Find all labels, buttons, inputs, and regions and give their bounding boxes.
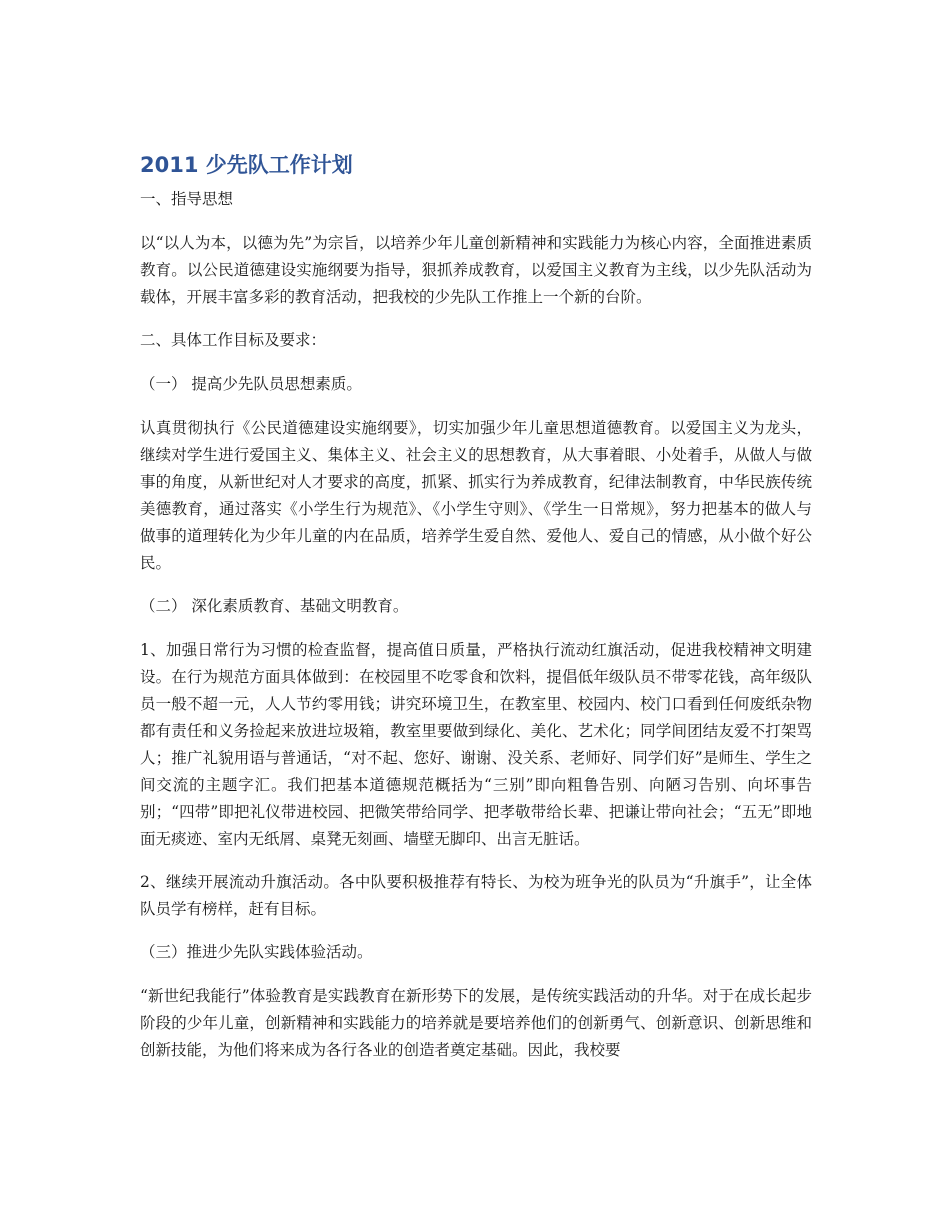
document-title: 2011 少先队工作计划 [140, 153, 353, 177]
document-page [140, 150, 812, 1080]
sub-heading-2: （二） 深化素质教育、基础文明教育。 [140, 597, 409, 615]
paragraph-flag-raising: 2、继续开展流动升旗活动。各中队要积极推荐有特长、为校为班争光的队员为“升旗手”，让全体队员学有榜样，赶有目标。 [140, 873, 812, 918]
sub-heading-1: （一） 提高少先队员思想素质。 [140, 375, 362, 393]
paragraph-daily-habits: 1、加强日常行为习惯的检查监督，提高值日质量，严格执行流动红旗活动，促进我校精神文明建设。在行为规范方面具体做到：在校园里不吃零食和饮料，提倡低年级队员不带零花钱，高年级队员一般不超一元，人人节约零用钱；讲究环境卫生，在教室里、校园内、校门口看到任何废纸杂物都有责任和义务捡起来放进垃圾箱，教室里要做到绿化、美化、艺术化；同学间团结友爱不打架骂人；推广礼貌用语与普通话，“对不起、您好、谢谢、没关系、老师好、同学们好”是师生、学生之间交流的主题字汇。我们把基本道德规范概括为“三别”即向粗鲁告别、向陋习告别、向坏事告别；“四带”即把礼仪带进校园、把微笑带给同学、把孝敬带给长辈、把谦让带向社会；“五无”即地面无痰迹、室内无纸屑、桌凳无刻画、墙壁无脚印、出言无脏话。 [140, 641, 812, 848]
section-heading-guiding-thought: 一、指导思想 [140, 190, 234, 208]
paragraph-ideology: 认真贯彻执行《公民道德建设实施纲要》，切实加强少年儿童思想道德教育。以爱国主义为龙头，继续对学生进行爱国主义、集体主义、社会主义的思想教育，从大事着眼、小处着手，从做人与做事的角度，从新世纪对人才要求的高度，抓紧、抓实行为养成教育，纪律法制教育，中华民族传统美德教育，通过落实《小学生行为规范》、《小学生守则》、《学生一日常规》，努力把基本的做人与做事的道理转化为少年儿童的内在品质，培养学生爱自然、爱他人、爱自己的情感，从小做个好公民。 [140, 419, 812, 572]
sub-heading-3: （三）推进少先队实践体验活动。 [140, 943, 373, 961]
paragraph-guiding-thought: 以“以人为本，以德为先”为宗旨，以培养少年儿童创新精神和实践能力为核心内容，全面推进素质教育。以公民道德建设实施纲要为指导，狠抓养成教育，以爱国主义教育为主线，以少先队活动为载体，开展丰富多彩的教育活动，把我校的少先队工作推上一个新的台阶。 [140, 234, 812, 306]
section-heading-goals: 二、具体工作目标及要求： [140, 331, 327, 349]
paragraph-practice: “新世纪我能行”体验教育是实践教育在新形势下的发展，是传统实践活动的升华。对于在成长起步阶段的少年儿童，创新精神和实践能力的培养就是要培养他们的创新勇气、创新意识、创新思维和创新技能，为他们将来成为各行各业的创造者奠定基础。因此，我校要 [140, 987, 812, 1059]
